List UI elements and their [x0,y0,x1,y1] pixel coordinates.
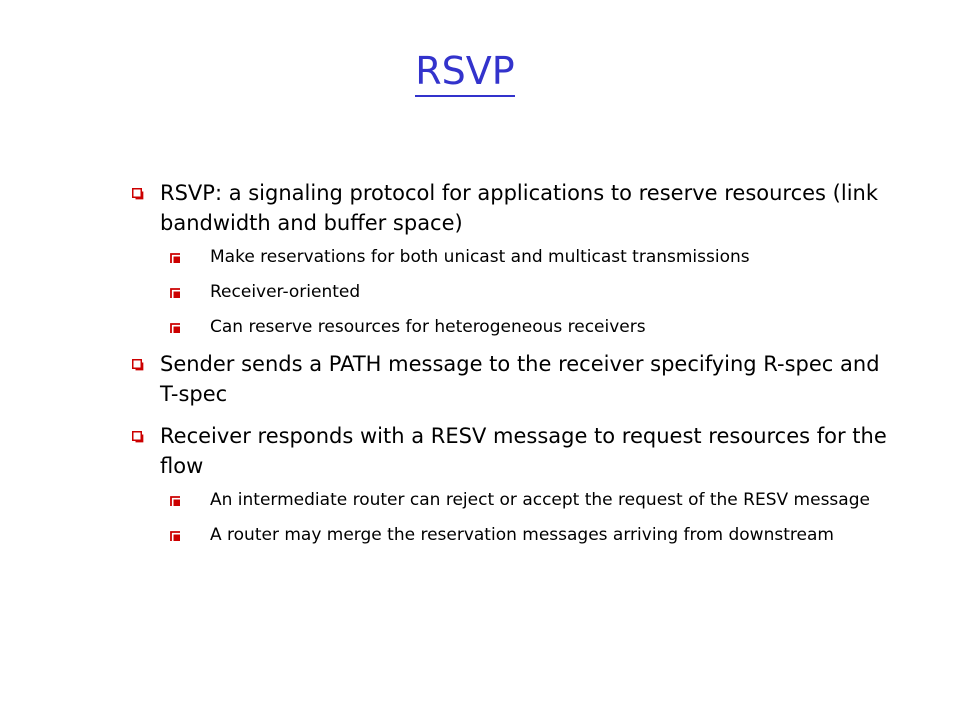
slide-title-text: RSVP [415,49,514,97]
bullet-text: Sender sends a PATH message to the receiver specifying R-spec and T-spec [160,352,880,406]
sub-bullet-icon [170,531,181,542]
sub-bullet-text: An intermediate router can reject or accept the request of the RESV message [210,490,870,510]
sub-bullet-text: A router may merge the reservation messages arriving from downstream [210,525,834,545]
square-bullet-icon [132,359,144,371]
sub-bullet-text: Make reservations for both unicast and multicast transmissions [210,247,750,267]
slide-title [0,46,930,96]
bullet-item [130,178,900,238]
square-bullet-icon [132,431,144,443]
sub-bullet-item [170,522,900,549]
sub-bullet-item [170,244,900,271]
sub-bullet-icon [170,288,181,299]
bullet-text: Receiver responds with a RESV message to request resources for the flow [160,424,887,478]
sub-bullet-text: Receiver-oriented [210,282,361,302]
sub-bullet-icon [170,496,181,507]
sub-bullet-item [170,279,900,306]
square-bullet-icon [132,188,144,200]
bullet-text: RSVP: a signaling protocol for applications to reserve resources (link bandwidth and buffer space) [160,181,878,235]
sub-bullet-text: Can reserve resources for heterogeneous receivers [210,317,646,337]
bullet-item [130,349,900,409]
sub-bullet-icon [170,253,181,264]
sub-bullet-list [130,487,900,549]
bullet-item [130,421,900,481]
sub-bullet-icon [170,323,181,334]
bullet-list [130,178,900,557]
sub-bullet-item [170,487,900,514]
sub-bullet-list [130,244,900,341]
sub-bullet-item [170,314,900,341]
